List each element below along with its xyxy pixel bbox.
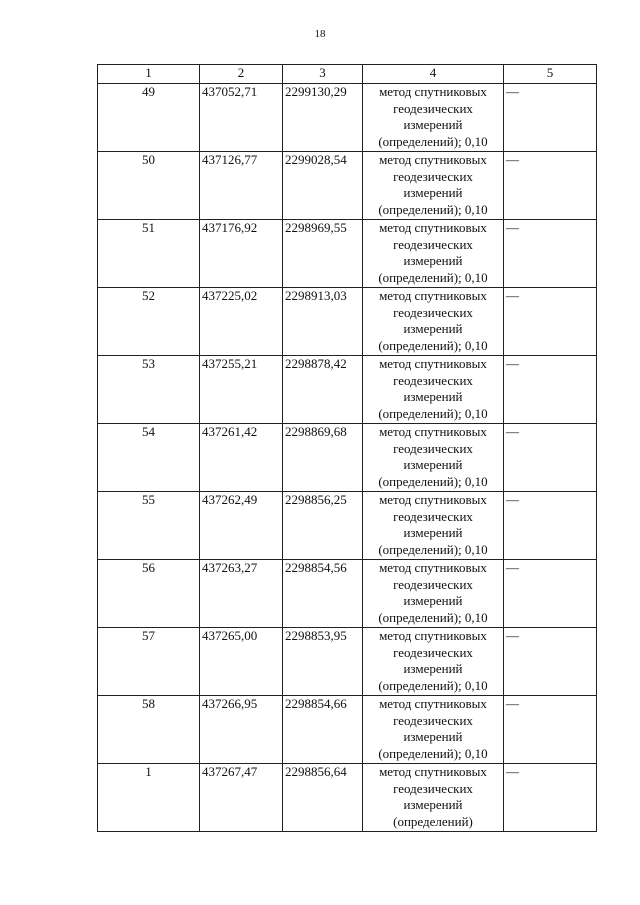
method-line: (определений) <box>393 813 473 829</box>
column-header-1: 1 <box>98 65 200 84</box>
table-row <box>98 356 597 424</box>
method-line: измерений <box>403 661 463 676</box>
method-line: геодезических <box>393 780 473 796</box>
note-cell: — <box>504 84 597 152</box>
x-coordinate-cell: 437267,47 <box>200 764 283 832</box>
method-line: (определений); 0,10 <box>378 133 488 149</box>
table-row <box>98 628 597 696</box>
method-line: геодезических <box>393 372 473 388</box>
point-number-cell: 54 <box>98 424 200 492</box>
point-number-cell: 50 <box>98 152 200 220</box>
point-number-cell: 51 <box>98 220 200 288</box>
x-coordinate-cell: 437255,21 <box>200 356 283 424</box>
method-line: геодезических <box>393 576 473 592</box>
method-line: измерений <box>403 321 463 336</box>
point-number-cell: 56 <box>98 560 200 628</box>
page-number: 18 <box>314 28 326 40</box>
table-row <box>98 84 597 152</box>
method-line: (определений); 0,10 <box>378 405 488 421</box>
column-header-3: 3 <box>283 65 363 84</box>
table-row <box>98 764 597 832</box>
method-line: метод спутниковых <box>379 560 487 575</box>
method-cell <box>363 288 504 356</box>
table-row <box>98 560 597 628</box>
method-line: измерений <box>403 457 463 472</box>
y-coordinate-cell: 2298913,03 <box>283 288 363 356</box>
method-line: (определений); 0,10 <box>378 201 488 217</box>
method-line: метод спутниковых <box>379 288 487 303</box>
table-row <box>98 288 597 356</box>
method-line: измерений <box>403 593 463 608</box>
method-cell <box>363 696 504 764</box>
x-coordinate-cell: 437052,71 <box>200 84 283 152</box>
table-row <box>98 424 597 492</box>
y-coordinate-cell: 2298969,55 <box>283 220 363 288</box>
y-coordinate-cell: 2298854,56 <box>283 560 363 628</box>
x-coordinate-cell: 437265,00 <box>200 628 283 696</box>
y-coordinate-cell: 2299130,29 <box>283 84 363 152</box>
method-line: (определений); 0,10 <box>378 473 488 489</box>
method-line: геодезических <box>393 304 473 320</box>
note-cell: — <box>504 288 597 356</box>
column-header-4: 4 <box>363 65 504 84</box>
table-row <box>98 492 597 560</box>
method-line: геодезических <box>393 100 473 116</box>
method-line: измерений <box>403 253 463 268</box>
table-row <box>98 220 597 288</box>
method-line: геодезических <box>393 440 473 456</box>
method-cell <box>363 560 504 628</box>
method-line: измерений <box>403 389 463 404</box>
table-body <box>98 84 597 832</box>
method-cell <box>363 84 504 152</box>
method-line: геодезических <box>393 712 473 728</box>
y-coordinate-cell: 2298869,68 <box>283 424 363 492</box>
method-cell <box>363 764 504 832</box>
method-line: геодезических <box>393 644 473 660</box>
method-line: геодезических <box>393 168 473 184</box>
note-cell: — <box>504 356 597 424</box>
note-cell: — <box>504 220 597 288</box>
point-number-cell: 58 <box>98 696 200 764</box>
y-coordinate-cell: 2298854,66 <box>283 696 363 764</box>
method-line: метод спутниковых <box>379 84 487 99</box>
method-cell <box>363 424 504 492</box>
method-line: метод спутниковых <box>379 696 487 711</box>
note-cell: — <box>504 560 597 628</box>
x-coordinate-cell: 437261,42 <box>200 424 283 492</box>
method-cell <box>363 220 504 288</box>
x-coordinate-cell: 437263,27 <box>200 560 283 628</box>
note-cell: — <box>504 152 597 220</box>
coordinates-table <box>97 64 597 832</box>
method-line: метод спутниковых <box>379 424 487 439</box>
method-line: геодезических <box>393 236 473 252</box>
point-number-cell: 49 <box>98 84 200 152</box>
method-line: (определений); 0,10 <box>378 677 488 693</box>
x-coordinate-cell: 437262,49 <box>200 492 283 560</box>
method-line: измерений <box>403 117 463 132</box>
point-number-cell: 52 <box>98 288 200 356</box>
note-cell: — <box>504 424 597 492</box>
table-row <box>98 152 597 220</box>
x-coordinate-cell: 437266,95 <box>200 696 283 764</box>
y-coordinate-cell: 2298856,64 <box>283 764 363 832</box>
method-line: метод спутниковых <box>379 356 487 371</box>
method-cell <box>363 356 504 424</box>
method-line: (определений); 0,10 <box>378 541 488 557</box>
method-line: метод спутниковых <box>379 220 487 235</box>
point-number-cell: 55 <box>98 492 200 560</box>
x-coordinate-cell: 437126,77 <box>200 152 283 220</box>
note-cell: — <box>504 696 597 764</box>
method-line: измерений <box>403 185 463 200</box>
y-coordinate-cell: 2298878,42 <box>283 356 363 424</box>
point-number-cell: 57 <box>98 628 200 696</box>
note-cell: — <box>504 628 597 696</box>
method-line: (определений); 0,10 <box>378 269 488 285</box>
method-line: геодезических <box>393 508 473 524</box>
y-coordinate-cell: 2298856,25 <box>283 492 363 560</box>
method-line: измерений <box>403 797 463 812</box>
method-line: метод спутниковых <box>379 764 487 779</box>
method-cell <box>363 628 504 696</box>
method-line: (определений); 0,10 <box>378 337 488 353</box>
y-coordinate-cell: 2298853,95 <box>283 628 363 696</box>
method-cell <box>363 492 504 560</box>
method-line: (определений); 0,10 <box>378 745 488 761</box>
header-row <box>98 65 597 84</box>
note-cell: — <box>504 764 597 832</box>
method-line: метод спутниковых <box>379 152 487 167</box>
y-coordinate-cell: 2299028,54 <box>283 152 363 220</box>
table-row <box>98 696 597 764</box>
method-line: измерений <box>403 525 463 540</box>
method-cell <box>363 152 504 220</box>
method-line: метод спутниковых <box>379 492 487 507</box>
note-cell: — <box>504 492 597 560</box>
method-line: измерений <box>403 729 463 744</box>
column-header-5: 5 <box>504 65 597 84</box>
x-coordinate-cell: 437176,92 <box>200 220 283 288</box>
column-header-2: 2 <box>200 65 283 84</box>
point-number-cell: 53 <box>98 356 200 424</box>
method-line: (определений); 0,10 <box>378 609 488 625</box>
method-line: метод спутниковых <box>379 628 487 643</box>
x-coordinate-cell: 437225,02 <box>200 288 283 356</box>
point-number-cell: 1 <box>98 764 200 832</box>
